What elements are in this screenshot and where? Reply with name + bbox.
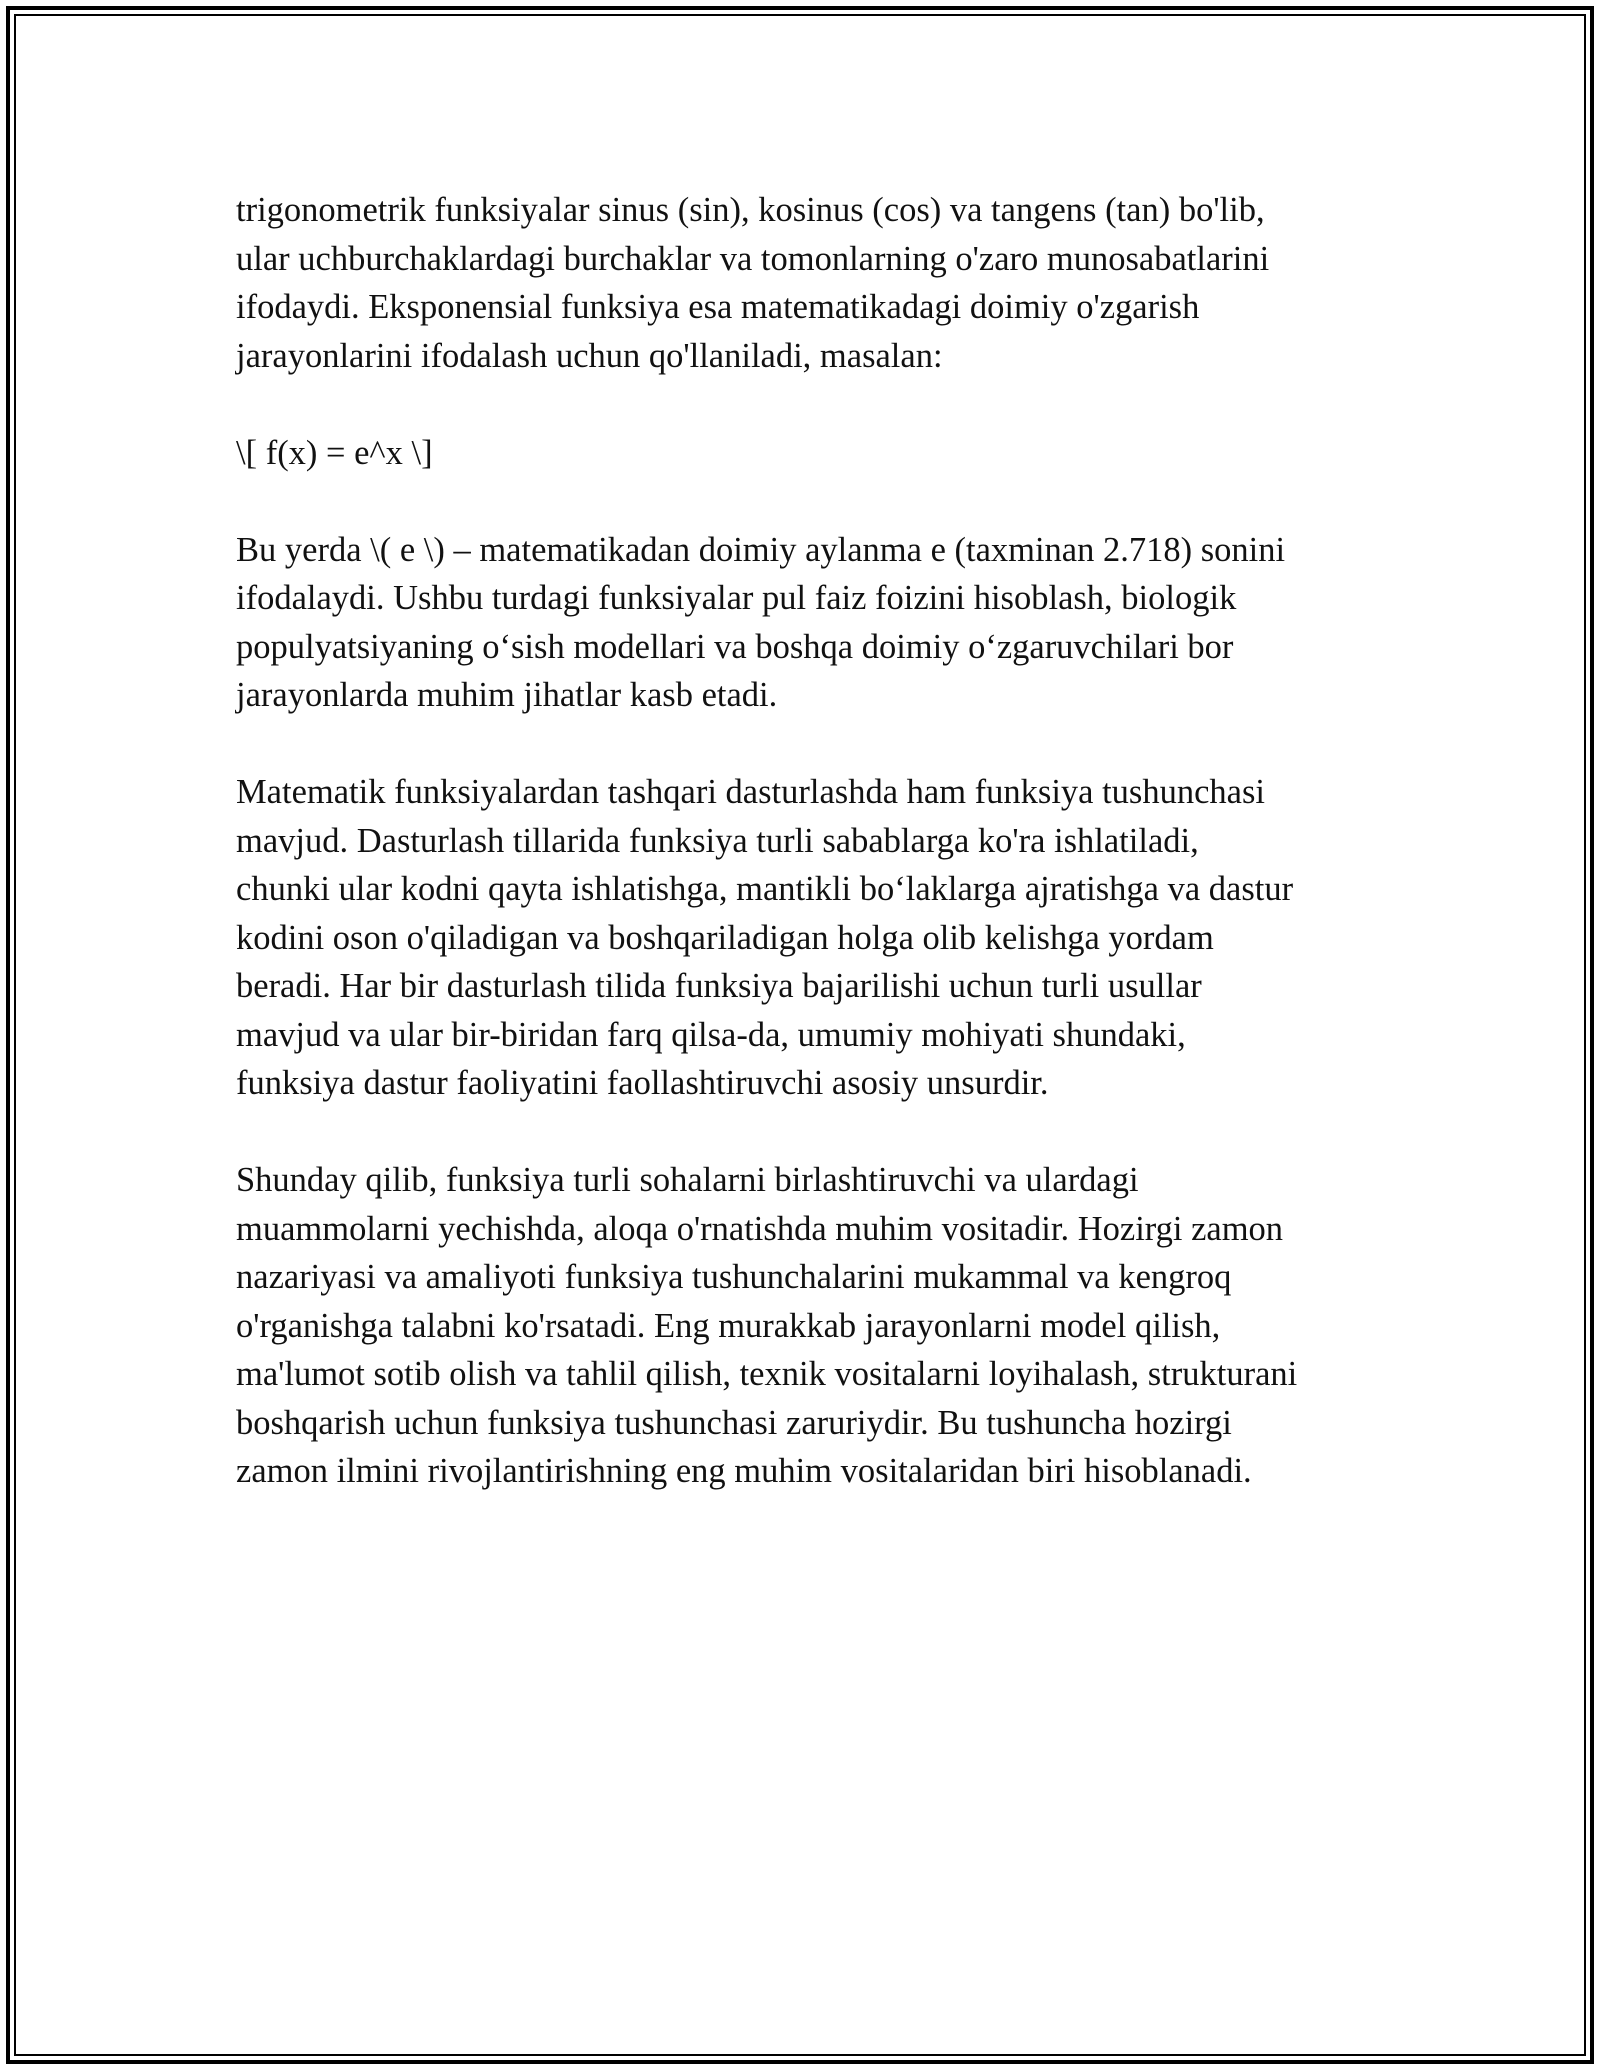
text-line: ifodaydi. Eksponensial funksiya esa matematikadagi doimiy o'zgarish <box>236 288 1200 326</box>
text-line: trigonometrik funksiyalar sinus (sin), kosinus (cos) va tangens (tan) bo'lib, <box>236 191 1265 229</box>
document-body <box>236 186 1386 1544</box>
text-line: ifodalaydi. Ushbu turdagi funksiyalar pul faiz foizini hisoblash, biologik <box>236 579 1237 617</box>
text-line: Bu yerda \( e \) – matematikadan doimiy aylanma e (taxminan 2.718) sonini <box>236 530 1286 569</box>
text-line: jarayonlarini ifodalash uchun qo'llaniladi, masalan: <box>236 336 943 375</box>
text-line: Matematik funksiyalardan tashqari dasturlashda ham funksiya tushunchasi <box>236 773 1265 811</box>
text-line: jarayonlarda muhim jihatlar kasb etadi. <box>236 676 778 714</box>
text-line: ma'lumot sotib olish va tahlil qilish, texnik vositalarni loyihalash, strukturani <box>236 1355 1298 1393</box>
text-line: populyatsiyaning o‘sish modellari va boshqa doimiy o‘zgaruvchilari bor <box>236 627 1234 666</box>
paragraph-trigonometric-functions <box>236 186 1386 380</box>
paragraph-conclusion <box>236 1156 1386 1496</box>
text-line: mavjud va ular bir-biridan farq qilsa-da, umumiy mohiyati shundaki, <box>236 1015 1186 1054</box>
text-line: nazariyasi va amaliyoti funksiya tushunchalarini mukammal va kengroq <box>236 1258 1232 1296</box>
formula-line: \[ f(x) = e^x \] <box>236 433 433 472</box>
text-line: Shunday qilib, funksiya turli sohalarni birlashtiruvchi va ulardagi <box>236 1161 1139 1199</box>
text-line: mavjud. Dasturlash tillarida funksiya turli sabablarga ko'ra ishlatiladi, <box>236 821 1199 860</box>
text-line: ular uchburchaklardagi burchaklar va tomonlarning o'zaro munosabatlarini <box>236 239 1270 278</box>
text-line: boshqarish uchun funksiya tushunchasi zaruriydir. Bu tushuncha hozirgi <box>236 1403 1232 1442</box>
paragraph-euler-number <box>236 526 1386 720</box>
text-line: o'rganishga talabni ko'rsatadi. Eng murakkab jarayonlarni model qilish, <box>236 1306 1221 1345</box>
text-line: kodini oson o'qiladigan va boshqariladigan holga olib kelishga yordam <box>236 918 1214 957</box>
text-line: funksiya dastur faoliyatini faollashtiruvchi asosiy unsurdir. <box>236 1064 1049 1102</box>
paragraph-programming-functions <box>236 768 1386 1108</box>
paragraph-formula <box>236 429 1386 478</box>
text-line: zamon ilmini rivojlantirishning eng muhim vositalaridan biri hisoblanadi. <box>236 1452 1252 1490</box>
text-line: chunki ular kodni qayta ishlatishga, mantikli bo‘laklarga ajratishga va dastur <box>236 870 1294 908</box>
text-line: muammolarni yechishda, aloqa o'rnatishda muhim vositadir. Hozirgi zamon <box>236 1209 1284 1248</box>
text-line: beradi. Har bir dasturlash tilida funksiya bajarilishi uchun turli usullar <box>236 967 1202 1005</box>
